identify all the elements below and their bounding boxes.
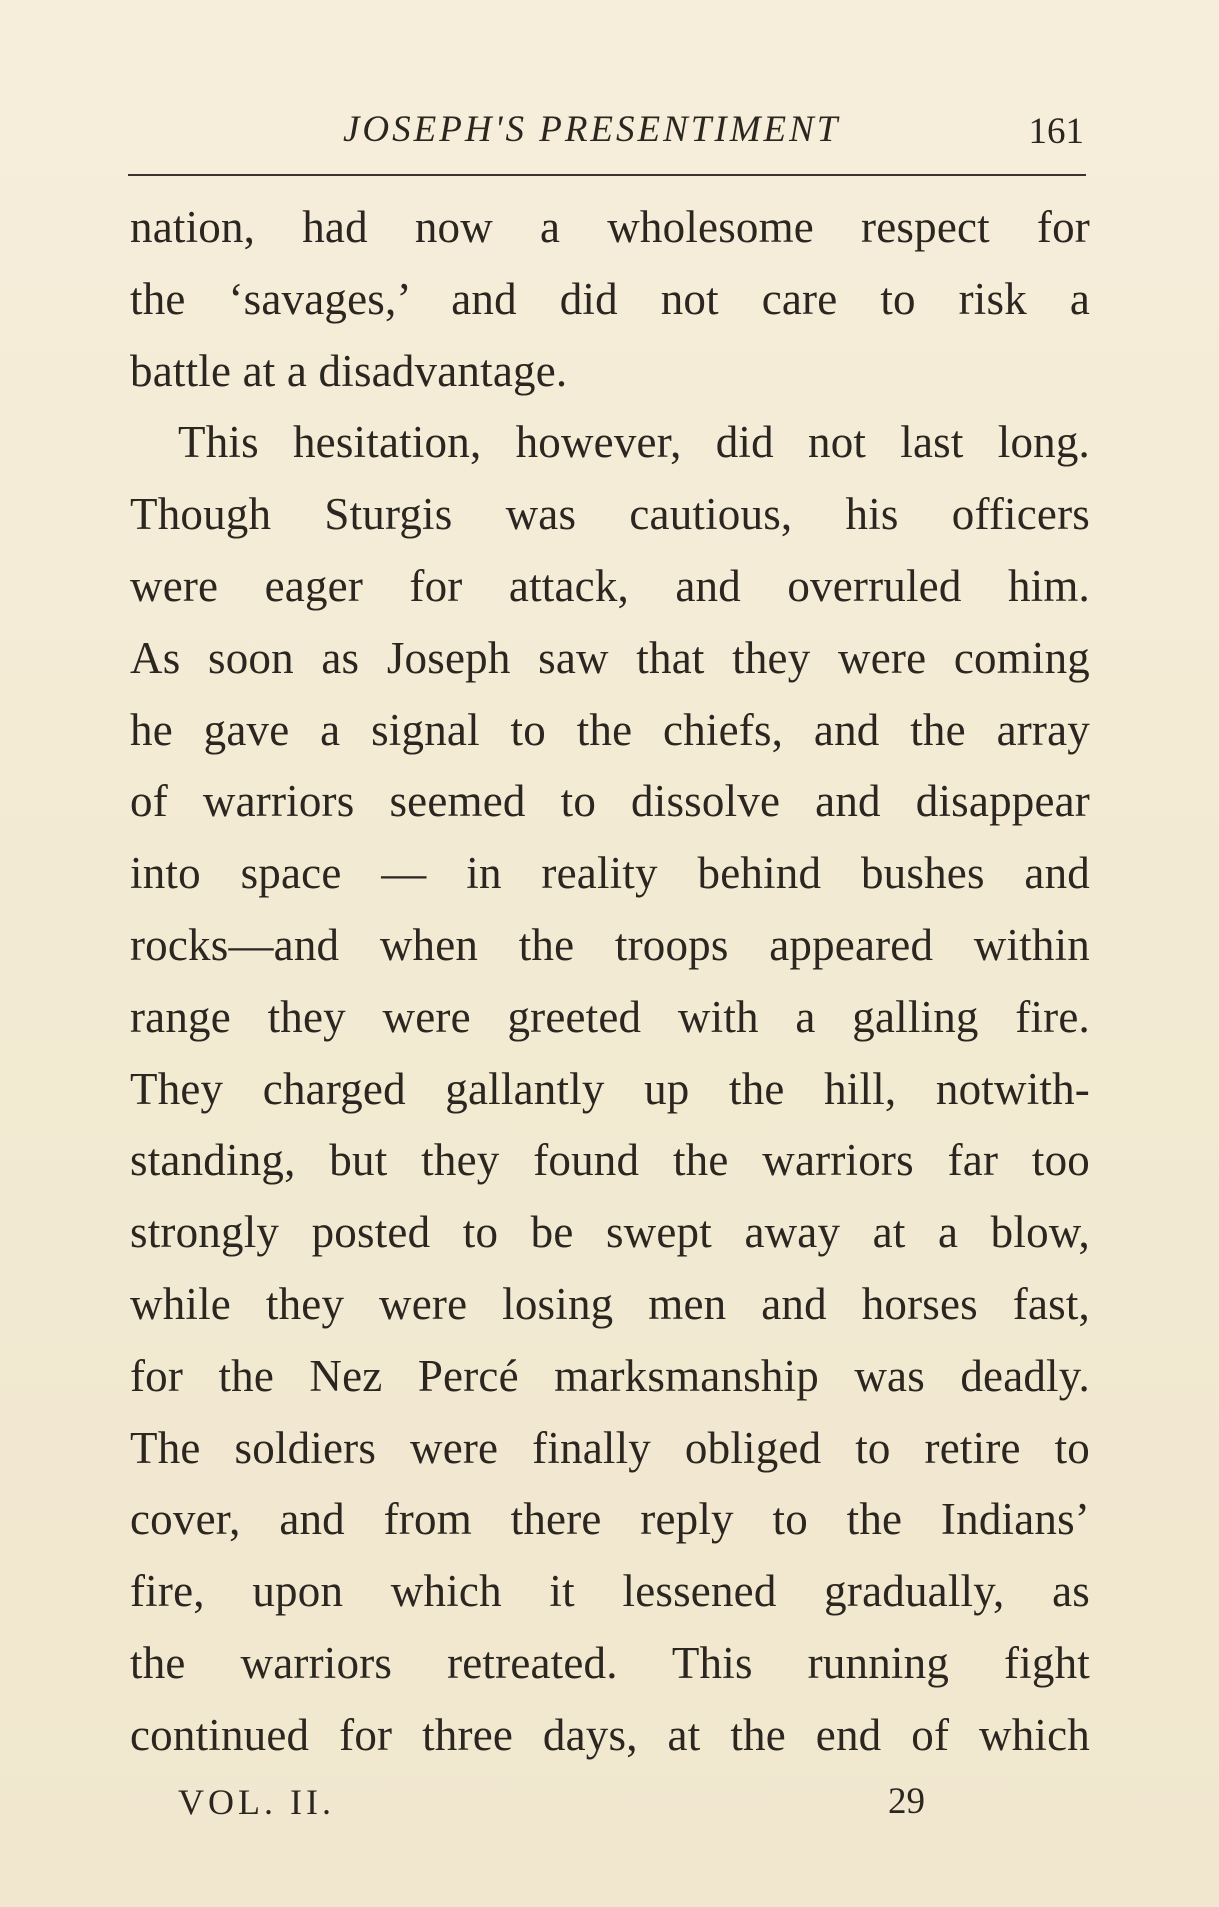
text-line: he gave a signal to the chiefs, and the array (130, 704, 1090, 755)
text-line: continued for three days, at the end of which (130, 1709, 1090, 1760)
text-line: Though Sturgis was cautious, his officers (130, 489, 1090, 540)
text-line: battle at a disadvantage. (130, 345, 568, 396)
running-head (128, 100, 1088, 160)
text-line: As soon as Joseph saw that they were coming (130, 632, 1090, 683)
header-rule (128, 174, 1086, 176)
text-line: rocks—and when the troops appeared within (130, 919, 1090, 970)
body-text (130, 192, 1090, 1772)
text-line: of warriors seemed to dissolve and disappear (130, 776, 1090, 827)
text-line: nation, had now a wholesome respect for (130, 202, 1090, 252)
running-title: JOSEPH'S PRESENTIMENT (343, 109, 841, 150)
signature-mark: 29 (888, 1781, 925, 1822)
text-line: the ‘savages,’ and did not care to risk a (130, 273, 1090, 324)
text-line: They charged gallantly up the hill, notwith- (130, 1063, 1090, 1114)
text-line: standing, but they found the warriors far too (130, 1135, 1090, 1186)
text-line: The soldiers were finally obliged to retire to (130, 1422, 1090, 1473)
text-line: cover, and from there reply to the Indians’ (130, 1494, 1090, 1545)
text-line: while they were losing men and horses fast, (130, 1278, 1090, 1329)
volume-mark: VOL. II. (178, 1782, 335, 1822)
text-line: were eager for attack, and overruled him. (130, 560, 1090, 611)
signature-line (178, 1772, 938, 1832)
text-line: This hesitation, however, did not last long. (178, 417, 1090, 468)
text-line: range they were greeted with a galling fire. (130, 991, 1090, 1042)
text-line: fire, upon which it lessened gradually, as (130, 1566, 1090, 1617)
text-line: for the Nez Percé marksmanship was deadly. (130, 1350, 1090, 1401)
text-line: strongly posted to be swept away at a blow, (130, 1207, 1090, 1258)
text-line: the warriors retreated. This running fight (130, 1637, 1090, 1688)
text-line: into space — in reality behind bushes and (130, 848, 1090, 899)
page-number: 161 (1028, 111, 1084, 152)
